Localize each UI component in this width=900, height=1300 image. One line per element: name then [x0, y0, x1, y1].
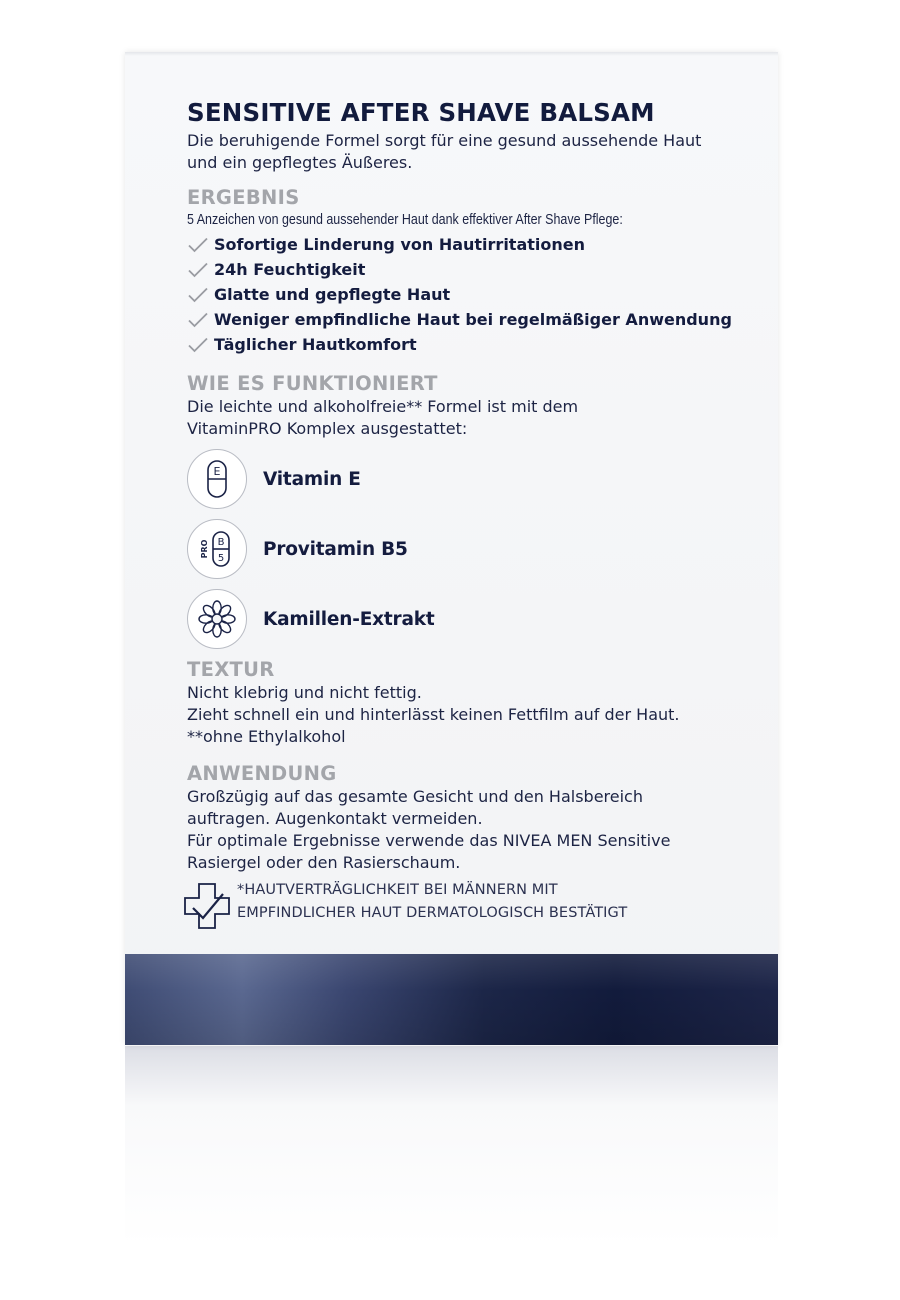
b5-5-glyph: 5 — [217, 553, 225, 564]
benefit-list — [187, 232, 767, 357]
benefit-item — [187, 282, 767, 307]
ergebnis-heading: ERGEBNIS — [187, 186, 300, 209]
textur-line: Zieht schnell ein und hinterlässt keinen Fettfilm auf der Haut. — [187, 705, 680, 724]
product-box-back — [125, 52, 778, 1045]
ingredient-badge — [187, 589, 247, 649]
intro-line: Die beruhigende Formel sorgt für eine gesund aussehende Haut — [187, 131, 702, 150]
anwendung-line: auftragen. Augenkontakt vermeiden. — [187, 809, 483, 828]
box-bottom-band — [125, 954, 778, 1045]
box-reflection — [125, 1046, 778, 1246]
dermatology-line: EMPFINDLICHER HAUT DERMATOLOGISCH BESTÄTIGT — [237, 905, 628, 921]
vitamin-e-capsule-icon — [197, 457, 237, 501]
anwendung-heading: ANWENDUNG — [187, 762, 337, 785]
textur-text — [187, 682, 767, 748]
benefit-text: Täglicher Hautkomfort — [214, 335, 417, 354]
textur-line: Nicht klebrig und nicht fettig. — [187, 683, 422, 702]
funktion-line: Die leichte und alkoholfreie** Formel ist mit dem — [187, 397, 579, 416]
benefit-text: 24h Feuchtigkeit — [214, 260, 366, 279]
benefit-text: Sofortige Linderung von Hautirritationen — [214, 235, 585, 254]
benefit-item — [187, 332, 767, 357]
funktion-line: VitaminPRO Komplex ausgestattet: — [187, 419, 468, 438]
anwendung-text — [187, 786, 767, 874]
benefit-item — [187, 307, 767, 332]
medical-cross-check-icon — [183, 882, 231, 930]
ingredient-kamille — [187, 588, 767, 650]
intro-line: und ein gepflegtes Äußeres. — [187, 153, 413, 172]
ingredient-badge — [187, 449, 247, 509]
dermatology-line: *HAUTVERTRÄGLICHKEIT BEI MÄNNERN MIT — [237, 882, 558, 898]
ingredient-list — [187, 448, 767, 650]
funktion-heading: WIE ES FUNKTIONIERT — [187, 372, 438, 395]
provitamin-b5-capsule-icon — [195, 527, 239, 571]
product-intro — [187, 130, 767, 174]
b5-pro-glyph: PRO — [200, 539, 209, 559]
ingredient-label: Vitamin E — [263, 468, 361, 490]
product-title: SENSITIVE AFTER SHAVE BALSAM — [187, 98, 655, 127]
chamomile-flower-icon — [195, 597, 239, 641]
ingredient-badge — [187, 519, 247, 579]
box-content — [187, 98, 767, 930]
ingredient-label: Kamillen-Extrakt — [263, 608, 435, 630]
ingredient-vitamin-e — [187, 448, 767, 510]
textur-line: **ohne Ethylalkohol — [187, 727, 346, 746]
benefit-text: Weniger empfindliche Haut bei regelmäßiger Anwendung — [214, 310, 732, 329]
anwendung-line: Rasiergel oder den Rasierschaum. — [187, 853, 461, 872]
checkmark-icon — [187, 262, 209, 278]
ergebnis-subtitle: 5 Anzeichen von gesund aussehender Haut dank effektiver After Shave Pflege: — [187, 212, 623, 228]
b5-b-glyph: B — [217, 537, 225, 548]
vitamin-e-glyph: E — [213, 465, 221, 478]
checkmark-icon — [187, 237, 209, 253]
benefit-text: Glatte und gepflegte Haut — [214, 285, 451, 304]
checkmark-icon — [187, 312, 209, 328]
dermatology-note — [183, 882, 767, 930]
benefit-item — [187, 257, 767, 282]
ingredient-provitamin-b5 — [187, 518, 767, 580]
checkmark-icon — [187, 337, 209, 353]
anwendung-line: Für optimale Ergebnisse verwende das NIVEA MEN Sensitive — [187, 831, 671, 850]
dermatology-text — [237, 879, 627, 925]
textur-heading: TEXTUR — [187, 658, 275, 681]
benefit-item — [187, 232, 767, 257]
ingredient-label: Provitamin B5 — [263, 538, 408, 560]
anwendung-line: Großzügig auf das gesamte Gesicht und den Halsbereich — [187, 787, 643, 806]
box-top-edge — [125, 52, 778, 56]
checkmark-icon — [187, 287, 209, 303]
funktion-text — [187, 396, 767, 440]
